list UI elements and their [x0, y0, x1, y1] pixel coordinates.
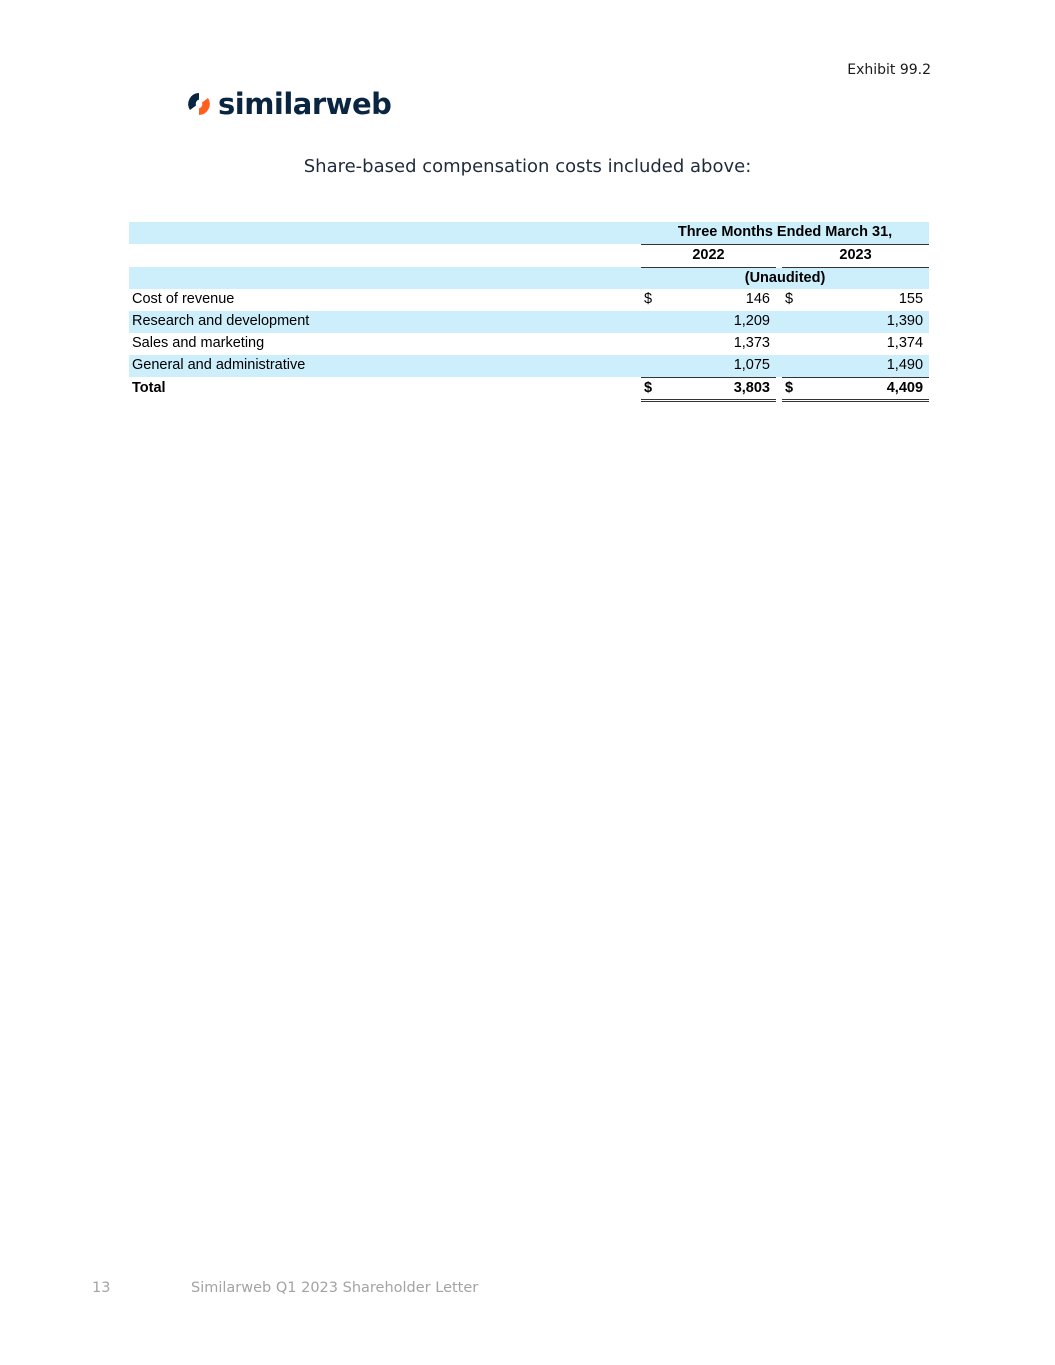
share-based-compensation-table	[129, 222, 929, 402]
currency-2023	[782, 311, 804, 333]
period-header: Three Months Ended March 31,	[641, 222, 929, 244]
row-label: General and administrative	[129, 355, 640, 377]
section-heading: Share-based compensation costs included above:	[303, 156, 752, 177]
total-label: Total	[132, 380, 166, 397]
value-2023: 1,490	[804, 355, 929, 377]
table-row	[129, 289, 929, 311]
year-header-row	[129, 244, 929, 267]
total-value-2022: 3,803	[663, 377, 776, 401]
year-2022-header: 2022	[641, 244, 776, 267]
row-label: Research and development	[129, 311, 640, 333]
year-2023-header: 2023	[782, 244, 929, 267]
currency-2022	[641, 333, 663, 355]
currency-2022: $	[644, 291, 653, 308]
currency-2022	[641, 355, 663, 377]
total-value-2023: 4,409	[804, 377, 929, 401]
currency-2023	[782, 355, 804, 377]
row-label: Cost of revenue	[132, 291, 235, 308]
total-currency-2022: $	[641, 377, 663, 401]
total-currency-2023: $	[782, 377, 804, 401]
value-2022: 146	[745, 291, 770, 308]
row-label: Sales and marketing	[132, 334, 265, 351]
value-2023: 155	[898, 291, 924, 308]
value-2022: 1,373	[733, 334, 770, 351]
brand-name: similarweb	[218, 87, 392, 121]
footer-title: Similarweb Q1 2023 Shareholder Letter	[191, 1280, 479, 1296]
currency-2023	[782, 333, 804, 355]
table-row	[129, 355, 929, 377]
unaudited-note: (Unaudited)	[641, 267, 929, 289]
value-2022: 1,209	[663, 311, 776, 333]
similarweb-s-logo-icon	[186, 90, 212, 118]
total-row	[129, 377, 929, 401]
unaudited-row	[129, 267, 929, 289]
value-2023: 1,374	[886, 334, 924, 351]
exhibit-label: Exhibit 99.2	[847, 62, 931, 78]
value-2023: 1,390	[804, 311, 929, 333]
page-number: 13	[92, 1280, 111, 1296]
value-2022: 1,075	[663, 355, 776, 377]
table-row	[129, 333, 929, 355]
currency-2022	[641, 311, 663, 333]
table-row	[129, 311, 929, 333]
similarweb-logo	[186, 84, 391, 124]
period-header-row	[129, 222, 929, 244]
currency-2023: $	[785, 291, 794, 308]
